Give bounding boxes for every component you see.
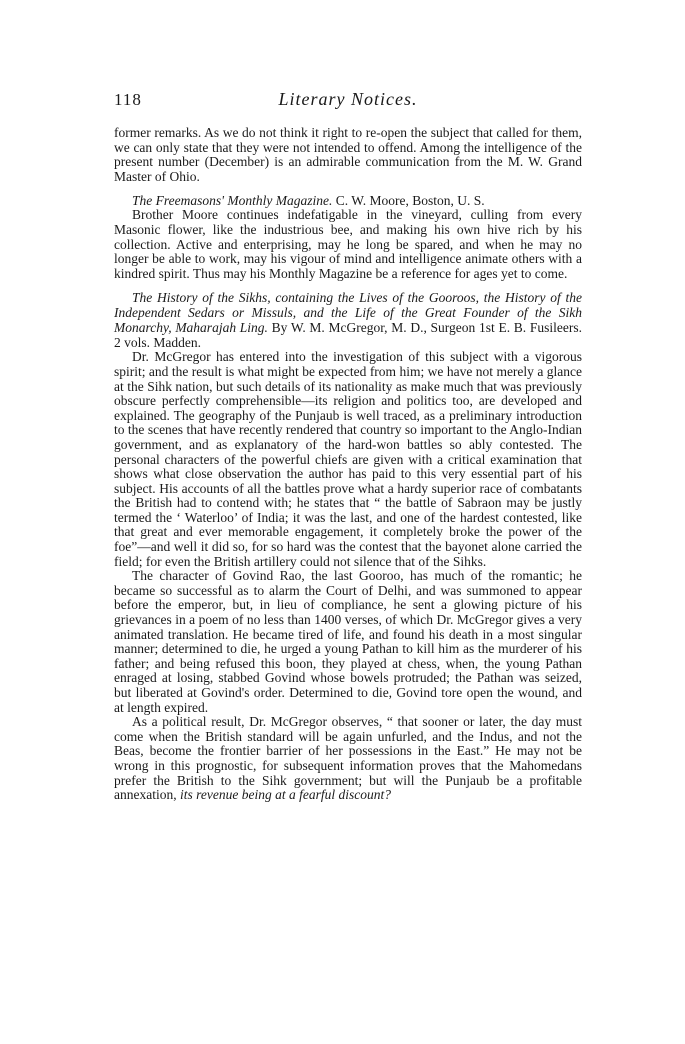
page-header	[114, 86, 582, 118]
notice-title-italic: The Freemasons' Monthly Magazine.	[132, 193, 333, 209]
running-title: Literary Notices.	[278, 89, 418, 109]
page-number: 118	[114, 90, 142, 109]
notice-title-author: By W. M. McGregor, M. D., Surgeon 1st E. B. Fusileers. 2 vols. Madden.	[114, 320, 582, 351]
notice-heading-sikhs	[114, 290, 582, 350]
intro-paragraph: former remarks. As we do not think it right to re-open the subject that called for them, we can only state that they were not intended to offend. Among the intelligence of the present number (December) is an admirable communication from the M. W. Grand Master of Ohio.	[114, 125, 582, 184]
notice-body-sikhs-para3	[114, 715, 582, 803]
book-page	[114, 86, 582, 803]
para3-main-text: As a political result, Dr. McGregor observes, “ that sooner or later, the day must come when the British standard will be again unfurled, and the Indus, and not the Beas, become the frontier barrier of her possessions in the East.” He may not be wrong in this prognostic, for subsequent information proves that the Mahomedans prefer the British to the Sihk government; but will the Punjaub be a profitable annexation,	[114, 714, 582, 803]
notice-body-sikhs-para2: The character of Govind Rao, the last Gooroo, has much of the romantic; he became so successful as to alarm the Court of Delhi, and was summoned to appear before the emperor, but, in lieu of compliance, he sent a glowing picture of his grievances in a poem of no less than 1400 verses, of which Dr. McGregor gives a very animated translation. He became tired of life, and found his death in a most singular manner; determined to die, he urged a young Pathan to kill him as the murderer of his father; and being refused this boon, they played at chess, when, the young Pathan enraged at losing, stabbed Govind whose bowels protruded; the Pathan was seized, but liberated at Govind's order. Determined to die, Govind tore open the wound, and at length expired.	[114, 568, 582, 715]
notice-title-publisher: C. W. Moore, Boston, U. S.	[332, 193, 485, 209]
para3-italic-text: its revenue being at a fearful discount?	[179, 787, 391, 803]
notice-body-freemasons: Brother Moore continues indefatigable in the vineyard, culling from every Masonic flower, like the industrious bee, and making his own hive rich by his collection. Active and enterprising, may he long be spared, and when he may no longer be able to work, may his vigour of mind and intelligence animate others with a kindred spirit. Thus may his Monthly Magazine be a reference for ages yet to come.	[114, 207, 582, 281]
notice-body-sikhs-para1: Dr. McGregor has entered into the investigation of this subject with a vigorous spirit; and the result is what might be expected from him; we have not merely a glance at the Sihk nation, but such details of its nationality as make much that was previously obscure perfectly comprehensible—its religion and politics too, are developed and explained. The geography of the Punjaub is well traced, as a preliminary introduction to the scenes that have recently rendered that country so important to the Anglo-Indian government, and as explanatory of the hard-won battles so ably contested. The personal characters of the powerful chiefs are given with a critical examination that shows what close observation the author has paid to this very essential part of his subject. His accounts of all the battles prove what a hardy superior race of combatants the British had to contend with; he states that “ the battle of Sabraon may be justly termed the ‘ Waterloo’ of India; it was the last, and one of the hardest contested, like that great and ever memorable engagement, it completely broke the power of the foe”—and well it did so, for so hard was the contest that the bayonet alone carried the field; for even the British artillery could not silence that of the Sihks.	[114, 349, 582, 569]
notice-title-italic: The History of the Sikhs, containing the Lives of the Gooroos, the History of the Independent Sedars or Missuls, and the Life of the Great Founder of the Sikh Monarchy, Maharajah Ling.	[114, 290, 582, 336]
section-gap	[114, 281, 582, 290]
section-gap	[114, 184, 582, 193]
notice-heading-freemasons	[114, 193, 582, 208]
